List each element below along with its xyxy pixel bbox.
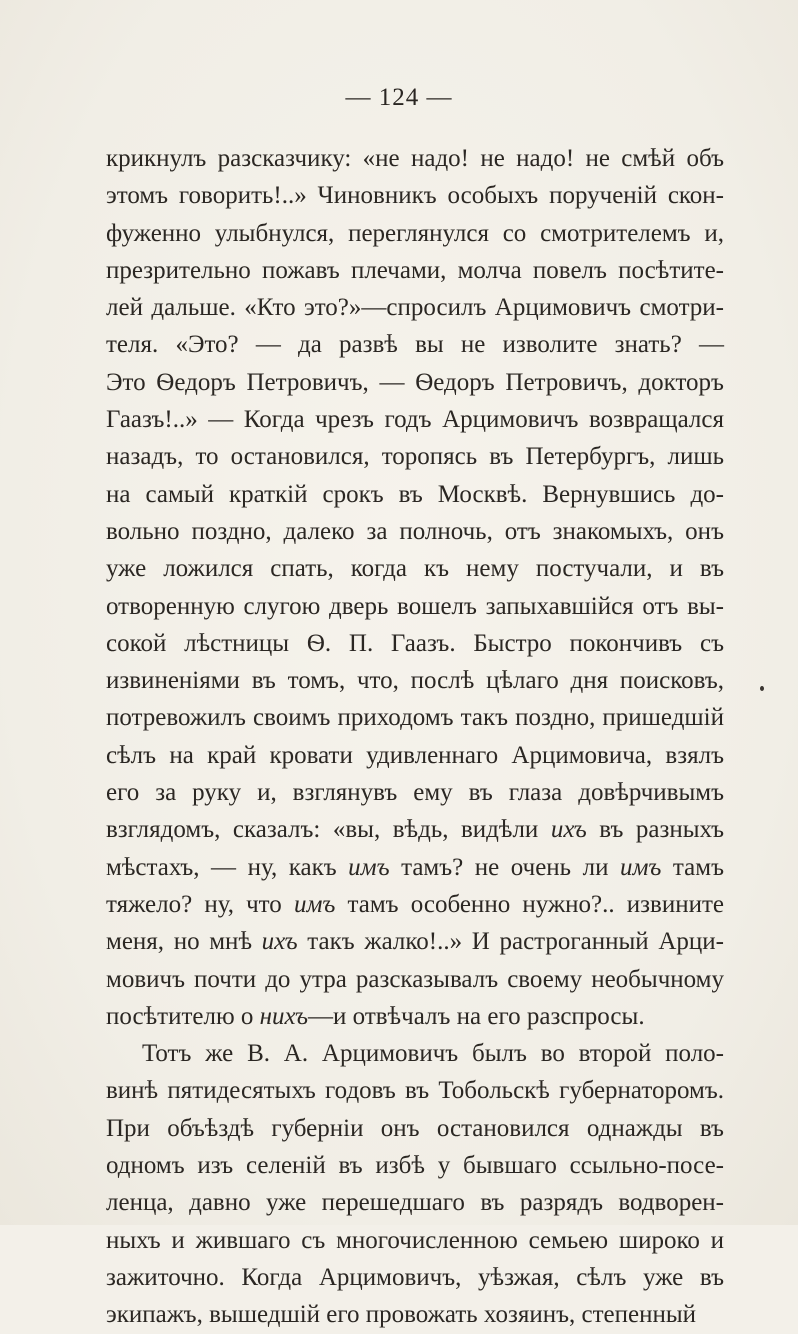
text-run: этомъ говорить!..» Чиновникъ особыхъ порученій скон- [106, 182, 724, 210]
italic-word: ихъ [550, 816, 587, 844]
text-run: При объѣздѣ губерніи онъ остановился однажды въ [106, 1114, 724, 1142]
text-run: Гаазъ!..» — Когда чрезъ годъ Арцимовичъ возвращался [106, 406, 724, 434]
text-run: тамъ? не очень ли [389, 853, 620, 881]
text-run: тяжело? ну, что [106, 890, 294, 918]
text-line [106, 774, 724, 811]
italic-word: нихъ [259, 1002, 309, 1030]
text-line [106, 1110, 724, 1147]
text-line [106, 1184, 724, 1221]
text-line [106, 252, 724, 289]
text-run: извиненіями въ томъ, что, послѣ цѣлаго дня поисковъ, [106, 667, 724, 695]
text-run: презрительно пожавъ плечами, молча повелъ посѣтите- [106, 256, 724, 284]
text-run: крикнулъ разсказчику: «не надо! не надо! не смѣй объ [106, 145, 724, 172]
text-line [106, 998, 724, 1035]
text-run: въ разныхъ [586, 816, 724, 844]
text-line [106, 849, 724, 886]
body-text [106, 140, 724, 1334]
text-line [106, 177, 724, 214]
text-run: тамъ особенно нужно?.. извините [335, 890, 724, 918]
text-run: уже ложился спать, когда къ нему постучали, и въ [106, 555, 724, 583]
text-line [106, 886, 724, 923]
text-line [106, 699, 724, 736]
text-line [106, 1147, 724, 1184]
text-line [106, 289, 724, 326]
text-line [106, 1035, 724, 1072]
text-run: мовичъ почти до утра разсказывалъ своему необычному [106, 965, 724, 993]
text-line [106, 737, 724, 774]
page-number: — 124 — [345, 84, 453, 111]
text-line [106, 961, 724, 998]
italic-word: ихъ [261, 928, 298, 956]
text-line [106, 401, 724, 438]
text-line [106, 215, 724, 252]
text-line [106, 1222, 724, 1259]
text-run: такъ жалко!..» И растроганный Арци- [297, 928, 724, 956]
text-run: ныхъ и жившаго съ многочисленною семьею широко и [106, 1226, 724, 1254]
italic-word: имъ [348, 853, 390, 881]
text-line [106, 1259, 724, 1296]
text-line [106, 550, 724, 587]
text-line [106, 662, 724, 699]
text-run: отворенную слугою дверь вошелъ запыхавшійся отъ вы- [106, 592, 724, 620]
italic-word: имъ [619, 853, 662, 881]
text-run: фуженно улыбнулся, переглянулся со смотрителемъ и, [106, 219, 724, 247]
text-run: взглядомъ, сказалъ: «вы, вѣдь, видѣли [106, 816, 551, 844]
text-line [106, 1296, 724, 1333]
text-line [106, 923, 724, 960]
text-run: на самый краткій срокъ въ Москвѣ. Вернувшись до- [106, 480, 724, 508]
text-run: его за руку и, взглянувъ ему въ глаза довѣрчивымъ [106, 779, 724, 807]
text-run: вольно поздно, далеко за полночь, отъ знакомыхъ, онъ [106, 517, 724, 545]
text-line [106, 326, 724, 363]
text-line [106, 811, 724, 848]
text-line [106, 1072, 724, 1109]
text-run: сѣлъ на край кровати удивленнаго Арцимовича, взялъ [106, 741, 724, 769]
text-line [106, 625, 724, 662]
text-run: тамъ [661, 853, 724, 881]
text-line [106, 588, 724, 625]
text-run: экипажъ, вышедшій его провожать хозяинъ, степенный [106, 1301, 697, 1329]
text-run: сокой лѣстницы Ѳ. П. Гаазъ. Быстро покончивъ съ [106, 629, 724, 657]
text-run: мѣстахъ, — ну, какъ [106, 853, 349, 881]
text-run: теля. «Это? — да развѣ вы не изволите знать? — [106, 331, 724, 359]
page-speck [760, 686, 764, 691]
text-run: зажиточно. Когда Арцимовичъ, уѣзжая, сѣлъ уже въ [106, 1263, 724, 1291]
text-run: Тотъ же В. А. Арцимовичъ былъ во второй поло- [142, 1040, 724, 1068]
text-run: назадъ, то остановился, торопясь въ Петербургъ, лишь [106, 443, 724, 471]
text-run: винѣ пятидесятыхъ годовъ въ Тобольскѣ губернаторомъ. [106, 1077, 724, 1105]
text-run: меня, но мнѣ [106, 928, 262, 956]
text-line [106, 438, 724, 475]
text-run: —и отвѣчалъ на его разспросы. [308, 1002, 645, 1030]
text-line [106, 513, 724, 550]
text-line [106, 364, 724, 401]
text-run: ленца, давно уже перешедшаго въ разрядъ водворен- [106, 1189, 724, 1217]
text-line [106, 140, 724, 177]
text-line [106, 476, 724, 513]
italic-word: имъ [293, 890, 336, 918]
text-run: Это Ѳедоръ Петровичъ, — Ѳедоръ Петровичъ, докторъ [106, 368, 724, 396]
text-run: одномъ изъ селеній въ избѣ у бывшаго ссыльно-посе- [106, 1152, 724, 1180]
text-run: лей дальше. «Кто это?»—спросилъ Арцимовичъ смотри- [106, 294, 724, 322]
text-run: потревожилъ своимъ приходомъ такъ поздно, пришедшій [106, 704, 724, 732]
text-run: посѣтителю о [106, 1002, 260, 1030]
